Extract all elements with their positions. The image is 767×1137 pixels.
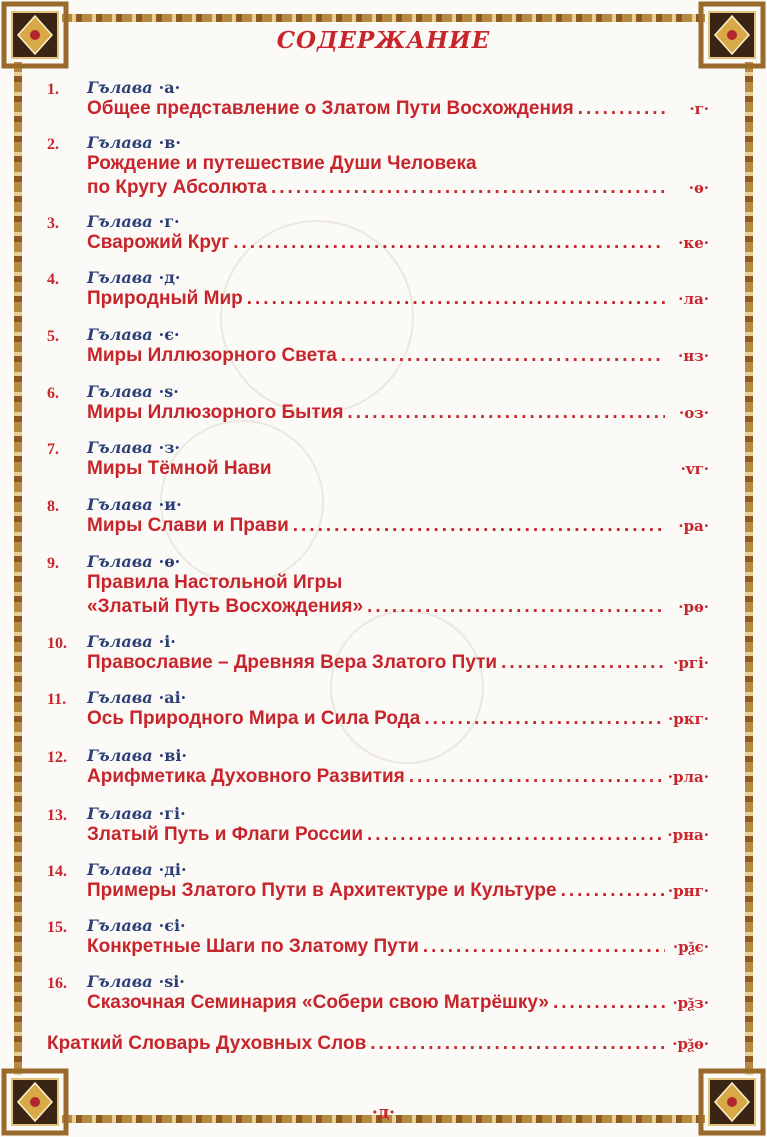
entry-title-line xyxy=(87,458,709,480)
entry-page: ·ѳ· xyxy=(688,179,709,197)
entry-title: Миры Иллюзорного Света xyxy=(87,345,337,366)
chapter-label: Гълава ·з· xyxy=(87,438,180,457)
leader-dots xyxy=(247,288,665,310)
entry-number: 6. xyxy=(47,385,59,402)
leader-dots xyxy=(271,177,665,199)
leader-dots xyxy=(553,992,665,1014)
entry-number: 2. xyxy=(47,136,59,153)
page-title: СОДЕРЖАНИЕ xyxy=(276,27,491,54)
chapter-numeral: ·ѳ· xyxy=(158,552,181,571)
entry-number: 15. xyxy=(47,919,67,936)
entry-number: 8. xyxy=(47,498,59,515)
entry-title: Миры Тёмной Нави xyxy=(87,458,272,479)
leader-dots xyxy=(367,824,663,846)
entry-number: 13. xyxy=(47,807,67,824)
entry-title-line xyxy=(87,824,709,846)
chapter-numeral: ·ѕі· xyxy=(158,972,185,991)
chapter-numeral: ·аі· xyxy=(158,688,187,707)
chapter-numeral: ·в· xyxy=(158,133,181,152)
entry-page: ·ке· xyxy=(678,234,709,252)
entry-page: ·оз· xyxy=(678,404,709,422)
page-number: ·д· xyxy=(371,1103,396,1123)
entry-title-line xyxy=(87,652,709,674)
entry-number: 10. xyxy=(47,635,67,652)
leader-dots xyxy=(370,1033,665,1055)
chapter-numeral: ·гі· xyxy=(158,804,186,823)
entry-page: ·vг· xyxy=(680,460,709,478)
chapter-label: Гълава ·єі· xyxy=(87,916,186,935)
chapter-label: Гълава ·а· xyxy=(87,78,181,97)
entry-title-line xyxy=(87,402,709,424)
entry-title: Ось Природного Мира и Сила Рода xyxy=(87,708,421,729)
chapter-label: Гълава ·ѕ· xyxy=(87,382,179,401)
chapter-numeral: ·ѕ· xyxy=(158,382,179,401)
top-border xyxy=(62,14,705,22)
chapter-label: Гълава ·ѳ· xyxy=(87,552,181,571)
entry-title: по Кругу Абсолюта xyxy=(87,177,267,198)
entry-title-line xyxy=(87,992,709,1014)
entry-title: «Златый Путь Восхождения» xyxy=(87,596,364,617)
chapter-numeral: ·і· xyxy=(158,632,176,651)
entry-title-line xyxy=(87,708,709,730)
entry-page: ·г· xyxy=(689,100,709,118)
background-circle xyxy=(330,610,484,764)
entry-title: Рождение и путешествие Души Человека xyxy=(87,153,477,174)
entry-page: ·ла· xyxy=(678,290,709,308)
entry-title: Арифметика Духовного Развития xyxy=(87,766,405,787)
entry-page: ·рна· xyxy=(667,826,709,844)
entry-title: Миры Иллюзорного Бытия xyxy=(87,402,344,423)
entry-title: Общее представление о Златом Пути Восхождения xyxy=(87,98,574,119)
leader-dots xyxy=(293,515,665,537)
entry-page: ·рнг· xyxy=(667,882,709,900)
entry-number: 14. xyxy=(47,863,67,880)
entry-title-line xyxy=(87,345,709,367)
chapter-label: Гълава ·и· xyxy=(87,495,182,514)
entry-title: Правила Настольной Игры xyxy=(87,572,343,593)
leader-dots xyxy=(233,232,665,254)
entry-title-line xyxy=(87,596,709,618)
entry-number: 7. xyxy=(47,441,59,458)
chapter-label: Гълава ·і· xyxy=(87,632,176,651)
leader-dots xyxy=(561,880,664,902)
entry-title: Примеры Златого Пути в Архитектуре и Культуре xyxy=(87,880,557,901)
entry-title: Сварожий Круг xyxy=(87,232,230,253)
entry-page: ·рѯє· xyxy=(672,938,709,956)
chapter-numeral: ·и· xyxy=(158,495,182,514)
entry-title-line xyxy=(87,515,709,537)
entry-page: ·ркг· xyxy=(668,710,709,728)
chapter-label: Гълава ·ді· xyxy=(87,860,187,879)
entry-page: ·нз· xyxy=(678,347,709,365)
entry-title-line xyxy=(47,1033,709,1055)
leader-dots xyxy=(578,98,665,120)
entry-title: Конкретные Шаги по Златому Пути xyxy=(87,936,419,957)
entry-title-line xyxy=(87,232,709,254)
chapter-numeral: ·з· xyxy=(158,438,180,457)
leader-dots xyxy=(424,708,664,730)
chapter-numeral: ·ді· xyxy=(158,860,187,879)
corner-ornament-icon xyxy=(697,1067,767,1137)
entry-title: Златый Путь и Флаги России xyxy=(87,824,364,845)
entry-number: 3. xyxy=(47,215,59,232)
entry-number: 12. xyxy=(47,749,67,766)
entry-title: Краткий Словарь Духовных Слов xyxy=(47,1033,367,1054)
chapter-label: Гълава ·ві· xyxy=(87,746,187,765)
chapter-numeral: ·ві· xyxy=(158,746,187,765)
entry-page: ·ргі· xyxy=(673,654,709,672)
chapter-numeral: ·а· xyxy=(158,78,181,97)
entry-number: 11. xyxy=(47,691,67,708)
chapter-label: Гълава ·аі· xyxy=(87,688,187,707)
chapter-label: Гълава ·є· xyxy=(87,325,180,344)
entry-title-line xyxy=(87,288,709,310)
chapter-label: Гълава ·г· xyxy=(87,212,180,231)
entry-page: ·рѯз· xyxy=(672,994,709,1012)
entry-title-line xyxy=(87,98,709,120)
entry-title: Сказочная Семинария «Собери свою Матрёшку» xyxy=(87,992,549,1013)
entry-number: 4. xyxy=(47,271,59,288)
entry-number: 5. xyxy=(47,328,59,345)
chapter-numeral: ·г· xyxy=(158,212,180,231)
entry-page: ·рѳ· xyxy=(678,598,709,616)
background-circle xyxy=(160,420,324,584)
entry-page: ·ра· xyxy=(678,517,709,535)
chapter-label: Гълава ·ѕі· xyxy=(87,972,185,991)
entry-title-line xyxy=(87,766,709,788)
chapter-numeral: ·єі· xyxy=(158,916,186,935)
entry-page: ·рла· xyxy=(667,768,709,786)
chapter-numeral: ·є· xyxy=(158,325,180,344)
entry-title: Православие – Древняя Вера Златого Пути xyxy=(87,652,498,673)
leader-dots xyxy=(501,652,665,674)
leader-dots xyxy=(347,402,665,424)
chapter-label: Гълава ·в· xyxy=(87,133,181,152)
corner-ornament-icon xyxy=(0,1067,70,1137)
entry-title-line xyxy=(87,936,709,958)
chapter-numeral: ·д· xyxy=(158,268,181,287)
leader-dots xyxy=(409,766,664,788)
chapter-label: Гълава ·д· xyxy=(87,268,181,287)
entry-title: Миры Слави и Прави xyxy=(87,515,289,536)
entry-page: ·рѯѳ· xyxy=(672,1035,709,1053)
entry-number: 9. xyxy=(47,555,59,572)
entry-title-line xyxy=(87,880,709,902)
entry-number: 1. xyxy=(47,81,59,98)
left-border xyxy=(14,62,22,1075)
leader-dots xyxy=(341,345,665,367)
entry-number: 16. xyxy=(47,975,67,992)
leader-dots xyxy=(367,596,665,618)
leader-dots xyxy=(423,936,665,958)
right-border xyxy=(745,62,753,1075)
chapter-label: Гълава ·гі· xyxy=(87,804,186,823)
entry-title: Природный Мир xyxy=(87,288,243,309)
entry-title-line xyxy=(87,177,709,199)
